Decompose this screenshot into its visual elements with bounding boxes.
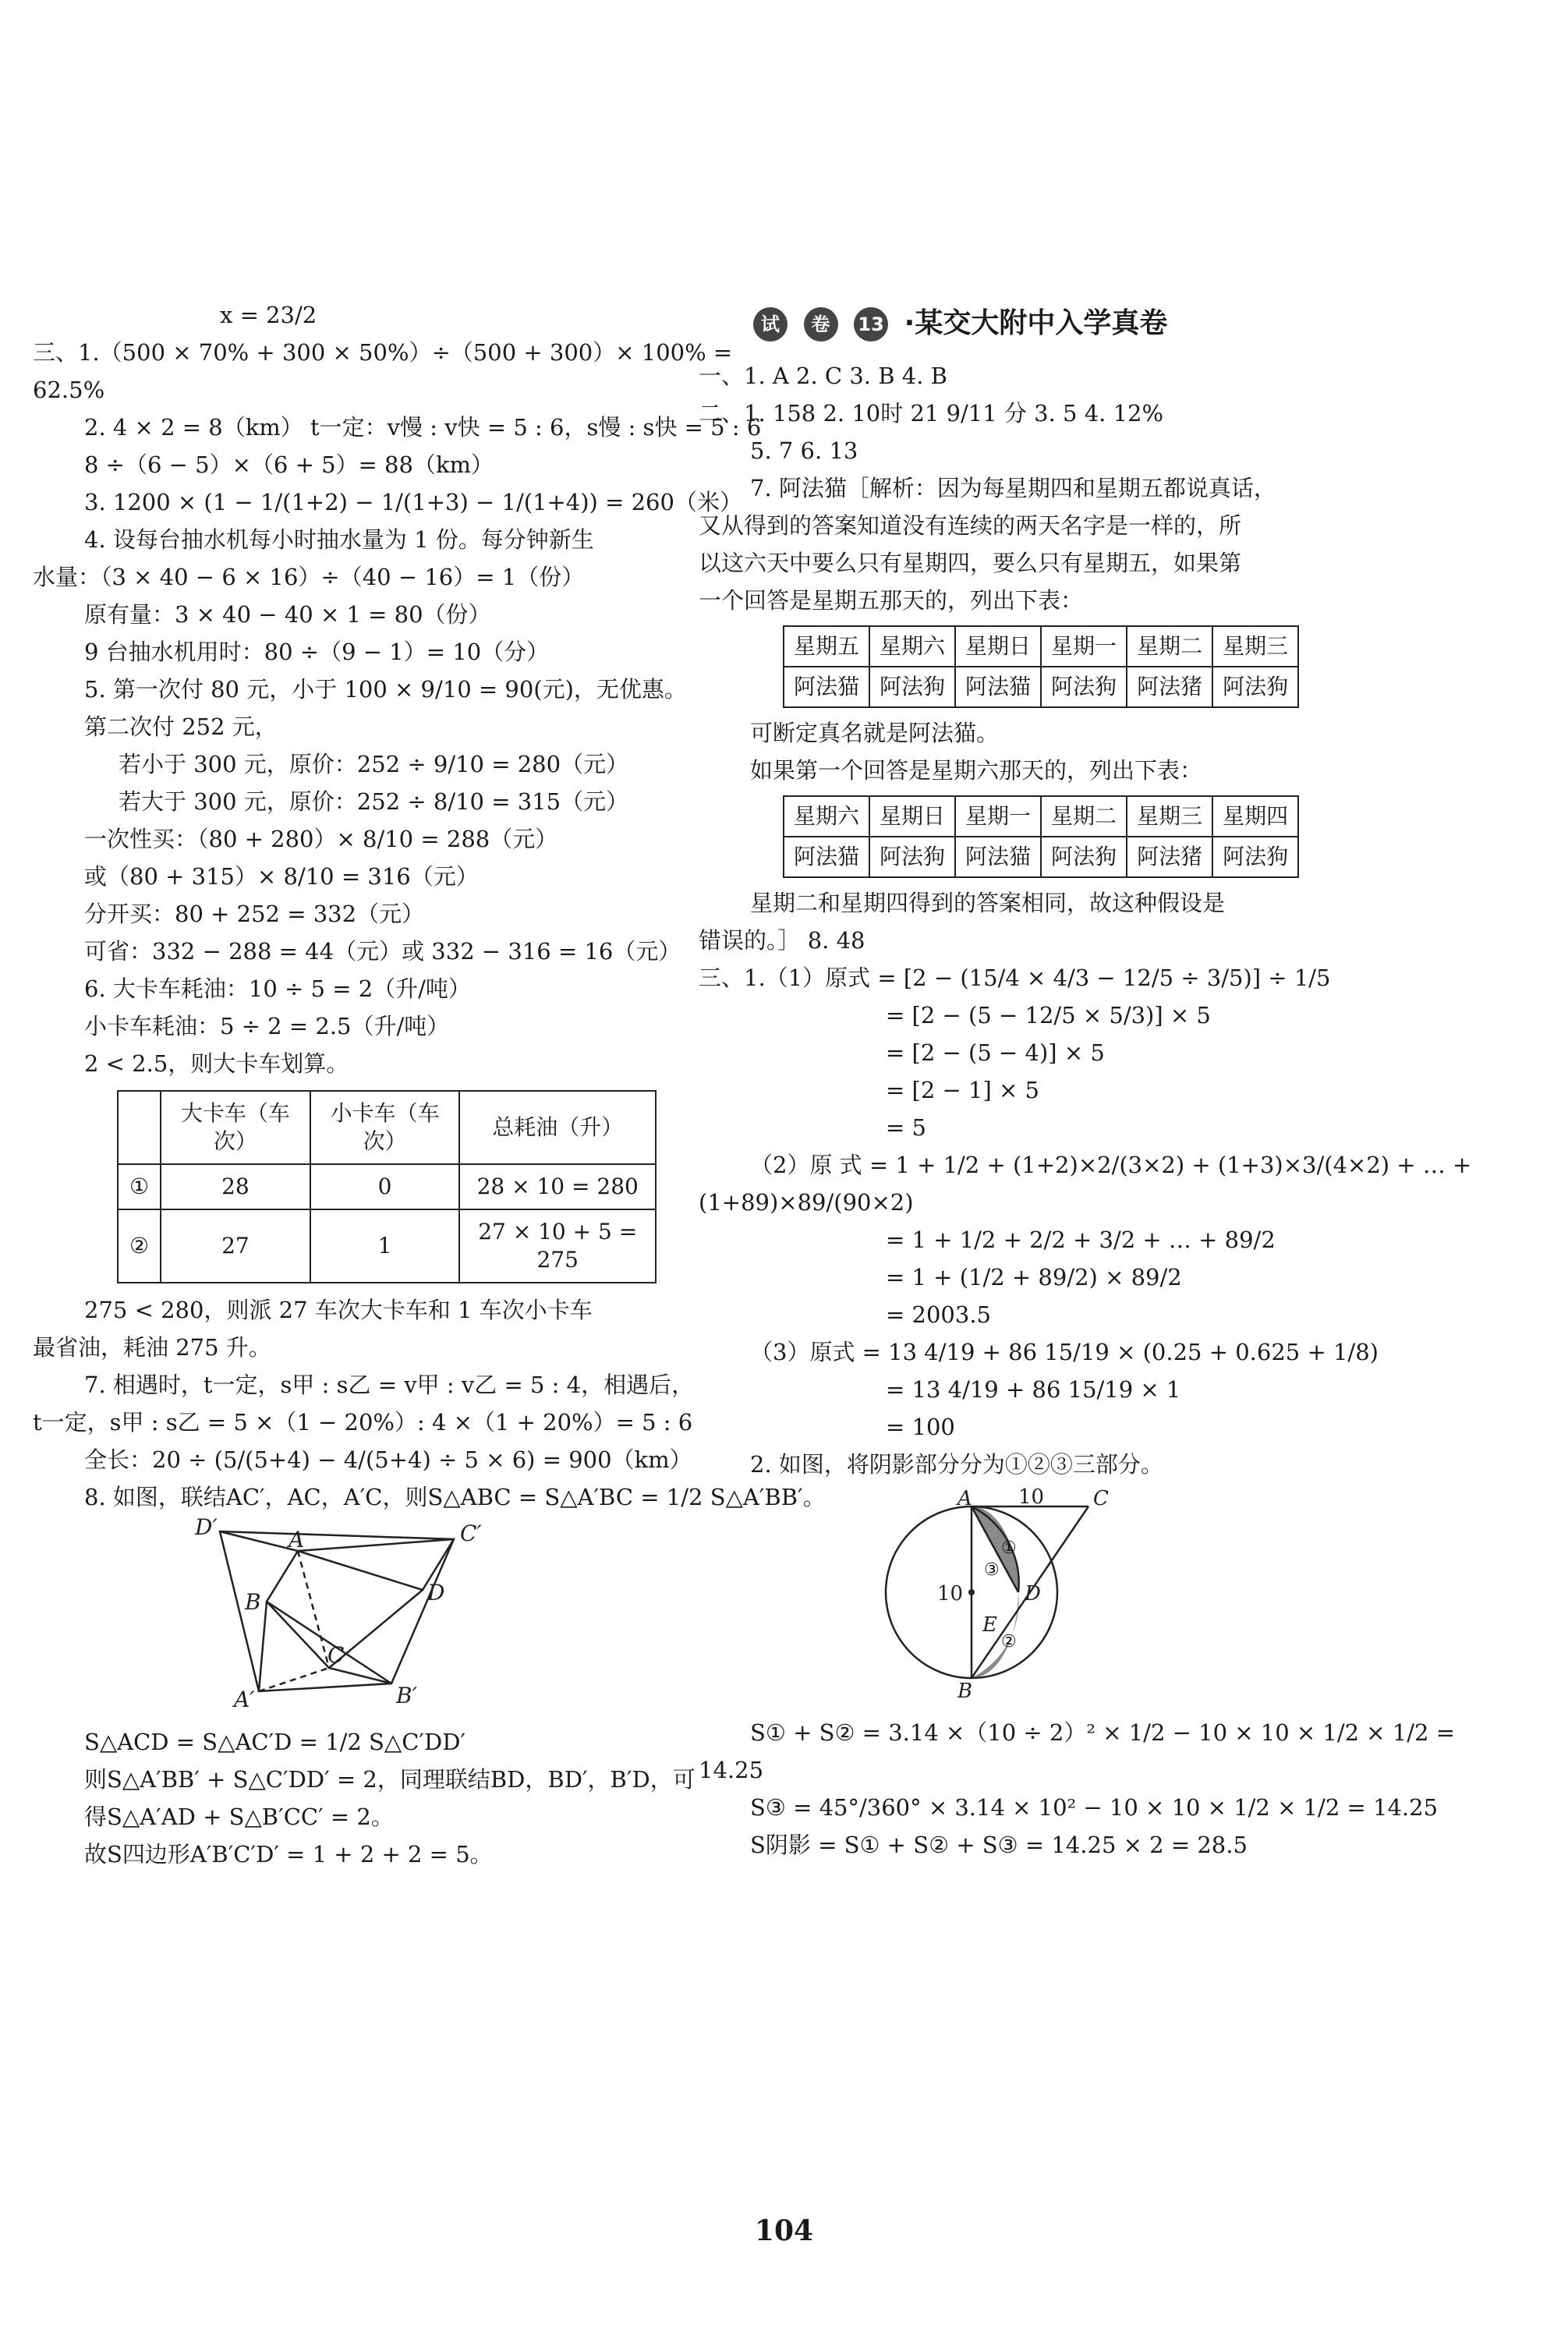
- table-cell: 星期二: [1041, 796, 1127, 837]
- answer-line: 错误的。］ 8. 48: [699, 927, 865, 954]
- answer-line: 4. 设每台抽水机每小时抽水量为 1 份。每分钟新生: [84, 526, 594, 553]
- answer-line: = 1 + 1/2 + 2/2 + 3/2 + … + 89/2: [886, 1227, 1276, 1253]
- answer-line: 275 < 280，则派 27 车次大卡车和 1 车次小卡车: [84, 1297, 593, 1323]
- region-label: ②: [1001, 1632, 1017, 1652]
- table-cell: 星期三: [1127, 796, 1212, 837]
- table-cell: 阿法狗: [1041, 837, 1127, 877]
- answer-line: 6. 大卡车耗油：10 ÷ 5 = 2（升/吨）: [84, 975, 471, 1002]
- table-row: [118, 1209, 656, 1283]
- answer-line: 一、1. A 2. C 3. B 4. B: [699, 363, 947, 389]
- table-cell: 阿法猪: [1127, 667, 1212, 707]
- region-label: ③: [984, 1560, 1000, 1580]
- figure-label: B: [957, 1680, 973, 1701]
- answer-line: 全长：20 ÷ (5/(5+4) − 4/(5+4) ÷ 5 × 6) = 900（km）: [84, 1446, 692, 1473]
- figure-label: 10: [1018, 1485, 1045, 1509]
- title-badge: 13: [854, 307, 888, 342]
- figure-label: C: [327, 1642, 345, 1668]
- figure-label: E: [982, 1613, 997, 1637]
- answer-line: 7. 阿法猫［解析：因为每星期四和星期五都说真话，: [750, 475, 1276, 501]
- figure-label: 10: [937, 1582, 964, 1606]
- table-cell: 星期日: [869, 796, 955, 837]
- right-column: [699, 296, 1478, 1864]
- figure-label: D′: [195, 1516, 218, 1540]
- answer-line: 一个回答是星期五那天的，列出下表：: [699, 587, 1084, 614]
- table-cell: 阿法猫: [955, 667, 1041, 707]
- table-cell: 星期六: [869, 626, 955, 667]
- answer-line: S③ = 45°/360° × 3.14 × 10² − 10 × 10 × 1/2 × 1/2 = 14.25: [750, 1794, 1439, 1821]
- answer-line: 以这六天中要么只有星期四，要么只有星期五，如果第: [699, 550, 1242, 576]
- table-row: [784, 796, 1298, 837]
- title-text: ·某交大附中入学真卷: [904, 307, 1168, 339]
- table-cell: 阿法猫: [955, 837, 1041, 877]
- answer-line: (1+89)×89/(90×2): [699, 1189, 914, 1216]
- table-cell: ①: [118, 1164, 161, 1209]
- answer-line: 一次性买：（80 + 280）× 8/10 = 288（元）: [84, 826, 558, 852]
- answer-line: 水量：（3 × 40 − 6 × 16）÷（40 − 16）= 1（份）: [33, 564, 585, 590]
- table-cell: 27 × 10 + 5 = 275: [459, 1209, 656, 1283]
- answer-line: 2 < 2.5，则大卡车划算。: [84, 1050, 349, 1077]
- answer-line: （2）原 式 = 1 + 1/2 + (1+2)×2/(3×2) + (1+3)×3/(4×2) + … +: [750, 1152, 1472, 1178]
- table-cell: 阿法狗: [1041, 667, 1127, 707]
- table-header-cell: 小卡车（车次）: [310, 1091, 460, 1164]
- answer-line: 14.25: [699, 1757, 764, 1783]
- answer-line: 第二次付 252 元，: [84, 713, 278, 740]
- answer-line: 三、1.（500 × 70% + 300 × 50%）÷（500 + 300）× 100% =: [33, 339, 733, 366]
- answer-line: S△ACD = S△AC′D = 1/2 S△C′DD′: [84, 1729, 466, 1755]
- table-cell: ②: [118, 1209, 161, 1283]
- answer-line: 如果第一个回答是星期六那天的，列出下表：: [750, 757, 1203, 784]
- answer-line: 或（80 + 315）× 8/10 = 316（元）: [84, 863, 479, 890]
- answer-line: 5. 7 6. 13: [750, 437, 858, 464]
- figure-label: A′: [234, 1687, 255, 1711]
- answer-line: （3）原式 = 13 4/19 + 86 15/19 × (0.25 + 0.625 + 1/8): [750, 1339, 1379, 1365]
- table-cell: 28: [161, 1164, 310, 1209]
- answer-line: 则S△A′BB′ + S△C′DD′ = 2，同理联结BD，BD′，B′D，可: [84, 1766, 696, 1793]
- figure-label: B′: [396, 1683, 417, 1708]
- table-cell: 1: [310, 1209, 460, 1283]
- answer-line: = 100: [886, 1414, 955, 1440]
- answer-line: 得S△A′AD + S△B′CC′ = 2。: [84, 1804, 394, 1830]
- table-header-row: [118, 1091, 656, 1164]
- answer-line: 又从得到的答案知道没有连续的两天名字是一样的，所: [699, 512, 1242, 539]
- answer-line: 5. 第一次付 80 元，小于 100 × 9/10 = 90(元)，无优惠。: [84, 676, 687, 703]
- table-cell: 星期五: [784, 626, 869, 667]
- quadrilateral-figure: [189, 1516, 516, 1711]
- answer-line: = 2003.5: [886, 1301, 991, 1328]
- answer-line: = [2 − (5 − 12/5 × 5/3)] × 5: [886, 1002, 1211, 1028]
- title-badge: 卷: [804, 307, 838, 342]
- table-cell: 阿法猫: [784, 837, 869, 877]
- answer-line: = [2 − (5 − 4)] × 5: [886, 1039, 1105, 1066]
- answer-line: 若大于 300 元，原价：252 ÷ 8/10 = 315（元）: [119, 788, 629, 815]
- answer-line: 2. 如图，将阴影部分分为①②③三部分。: [750, 1451, 1163, 1478]
- table-row: [784, 626, 1298, 667]
- table-cell: 星期一: [1041, 626, 1127, 667]
- table-cell: 阿法狗: [1212, 667, 1298, 707]
- answer-line: 若小于 300 元，原价：252 ÷ 9/10 = 280（元）: [119, 751, 629, 777]
- table-cell: 星期日: [955, 626, 1041, 667]
- answer-line: 星期二和星期四得到的答案相同，故这种假设是: [750, 890, 1226, 916]
- figure-label: A: [288, 1527, 305, 1552]
- table-cell: 阿法狗: [1212, 837, 1298, 877]
- table-cell: 阿法狗: [869, 837, 955, 877]
- answer-line: 小卡车耗油：5 ÷ 2 = 2.5（升/吨）: [84, 1013, 450, 1039]
- title-badge: 试: [753, 307, 788, 342]
- figure-label: D: [427, 1580, 445, 1606]
- answer-line: 8. 如图，联结AC′，AC，A′C，则S△ABC = S△A′BC = 1/2 S△A′BB′。: [84, 1484, 826, 1510]
- answer-line: 62.5%: [33, 377, 105, 403]
- answer-line: 最省油，耗油 275 升。: [33, 1334, 271, 1361]
- table-cell: 星期二: [1127, 626, 1212, 667]
- table-cell: 阿法狗: [869, 667, 955, 707]
- table-cell: 星期一: [955, 796, 1041, 837]
- table-header-cell: 大卡车（车次）: [161, 1091, 310, 1164]
- answer-line: 7. 相遇时，t一定，s甲 : s乙 = v甲 : v乙 = 5 : 4，相遇后，: [84, 1372, 695, 1398]
- fuel-table: [117, 1090, 657, 1283]
- answer-line: 9 台抽水机用时：80 ÷（9 − 1）= 10（分）: [84, 639, 550, 665]
- table-cell: 阿法猫: [784, 667, 869, 707]
- answer-line: 原有量：3 × 40 − 40 × 1 = 80（份）: [84, 601, 491, 628]
- answer-line: 3. 1200 × (1 − 1/(1+2) − 1/(1+3) − 1/(1+4)) = 260（米）: [84, 489, 742, 515]
- table-row: [784, 837, 1298, 877]
- table-cell: 星期三: [1212, 626, 1298, 667]
- answer-line: 二、1. 158 2. 10时 21 9/11 分 3. 5 4. 12%: [699, 400, 1164, 427]
- table-header-cell: 总耗油（升）: [459, 1091, 656, 1164]
- table-cell: 星期四: [1212, 796, 1298, 837]
- answer-line: S阴影 = S① + S② + S③ = 14.25 × 2 = 28.5: [750, 1832, 1248, 1858]
- table-cell: 0: [310, 1164, 460, 1209]
- equation-line: x = 23/2: [220, 302, 317, 328]
- table-cell: 阿法猪: [1127, 837, 1212, 877]
- figure-label: C: [1093, 1487, 1109, 1510]
- answer-line: 可断定真名就是阿法猫。: [750, 720, 1000, 746]
- figure-label: D: [1025, 1582, 1041, 1606]
- figure-label: B: [245, 1589, 261, 1615]
- section-title: [699, 296, 1478, 351]
- table-cell: 27: [161, 1209, 310, 1283]
- answer-line: 2. 4 × 2 = 8（km） t一定：v慢 : v快 = 5 : 6，s慢 : s快 = 5 : 6: [84, 414, 762, 441]
- figure-label: C′: [460, 1521, 482, 1546]
- table-row: [118, 1164, 656, 1209]
- weekday-table-2: [783, 795, 1299, 878]
- weekday-table-1: [783, 625, 1299, 708]
- answer-line: = 13 4/19 + 86 15/19 × 1: [886, 1376, 1181, 1403]
- answer-line: 故S四边形A′B′C′D′ = 1 + 2 + 2 = 5。: [84, 1841, 493, 1868]
- answer-line: = 5: [886, 1114, 926, 1141]
- answer-line: = 1 + (1/2 + 89/2) × 89/2: [886, 1264, 1182, 1290]
- answer-line: 可省：332 − 288 = 44（元）或 332 − 316 = 16（元）: [84, 938, 681, 965]
- answer-line: t一定，s甲 : s乙 = 5 ×（1 − 20%）: 4 ×（1 + 20%）= 5 : 6: [33, 1409, 693, 1436]
- region-label: ①: [1001, 1538, 1017, 1558]
- answer-line: = [2 − 1] × 5: [886, 1077, 1039, 1103]
- page-number: 104: [754, 2214, 814, 2247]
- table-cell: 28 × 10 = 280: [459, 1164, 656, 1209]
- answer-line: S① + S② = 3.14 ×（10 ÷ 2）² × 1/2 − 10 × 10 × 1/2 × 1/2 =: [750, 1719, 1456, 1746]
- answer-line: 三、1.（1）原式 = [2 − (15/4 × 4/3 − 12/5 ÷ 3/5)] ÷ 1/5: [699, 965, 1331, 991]
- table-cell: 星期六: [784, 796, 869, 837]
- answer-line: 8 ÷（6 − 5）×（6 + 5）= 88（km）: [84, 451, 494, 478]
- figure-label: A: [957, 1487, 972, 1510]
- circle-figure: [870, 1483, 1198, 1701]
- table-row: [784, 667, 1298, 707]
- answer-line: 分开买：80 + 252 = 332（元）: [84, 901, 425, 927]
- table-header-cell: [118, 1091, 161, 1164]
